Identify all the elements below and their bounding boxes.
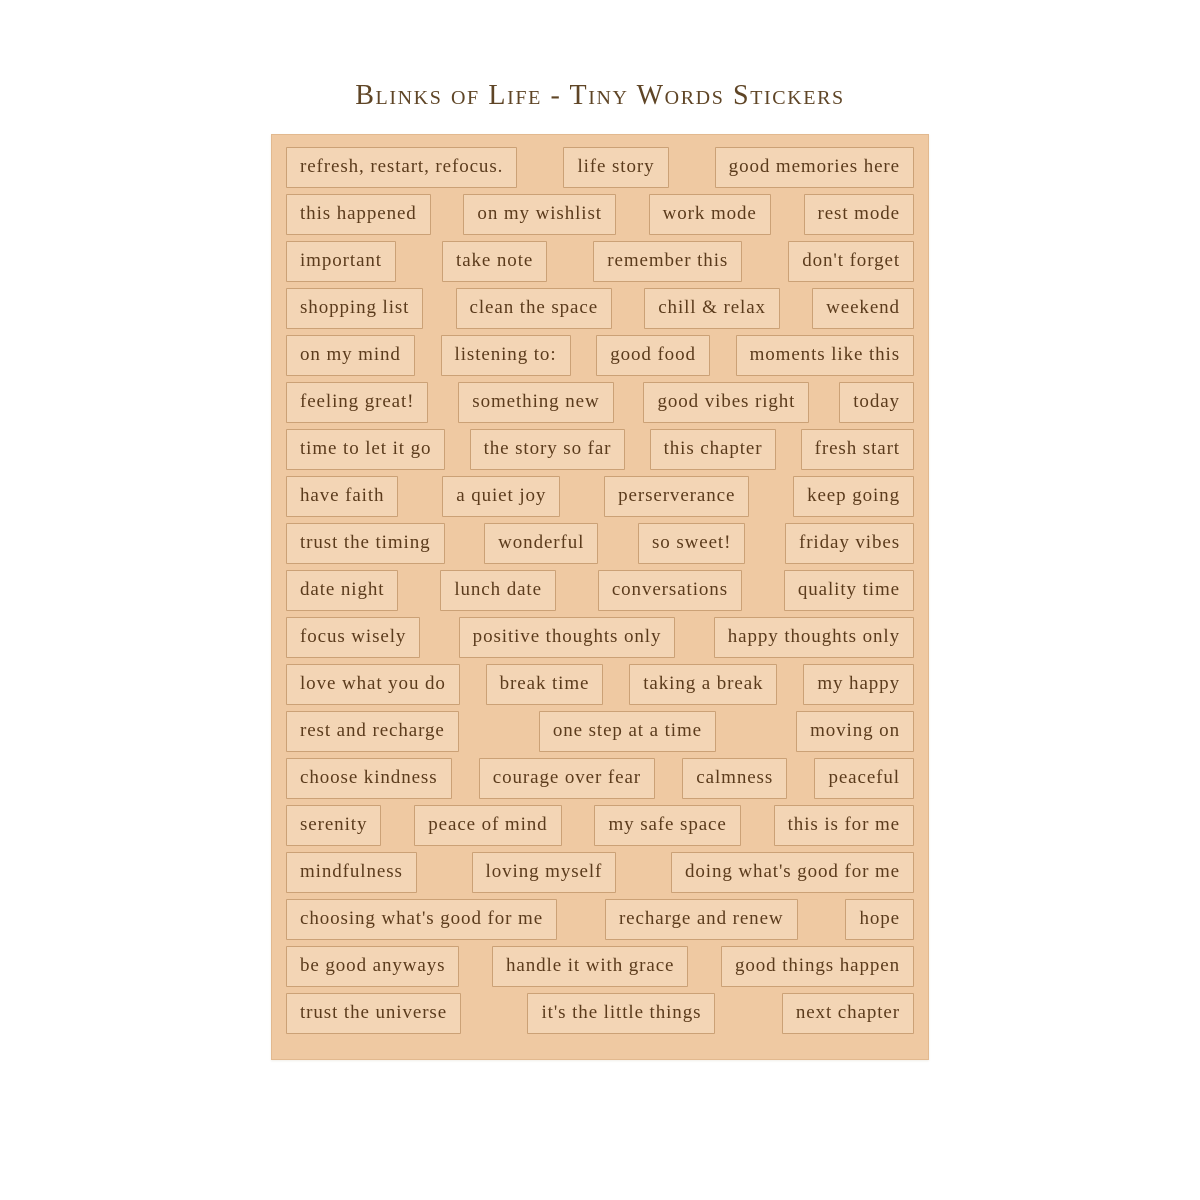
sticker[interactable]: doing what's good for me	[671, 852, 914, 893]
sticker[interactable]: good food	[596, 335, 710, 376]
sticker-sheet	[271, 134, 929, 1060]
sticker[interactable]: weekend	[812, 288, 914, 329]
sticker[interactable]: good things happen	[721, 946, 914, 987]
sticker[interactable]: calmness	[682, 758, 787, 799]
sticker[interactable]: shopping list	[286, 288, 423, 329]
sticker-row	[282, 993, 918, 1034]
sticker[interactable]: today	[839, 382, 914, 423]
sticker[interactable]: next chapter	[782, 993, 914, 1034]
sticker[interactable]: keep going	[793, 476, 914, 517]
sticker[interactable]: the story so far	[470, 429, 626, 470]
sticker[interactable]: fresh start	[801, 429, 914, 470]
sticker[interactable]: refresh, restart, refocus.	[286, 147, 517, 188]
sticker-row	[282, 852, 918, 893]
sticker[interactable]: rest and recharge	[286, 711, 459, 752]
sticker[interactable]: moving on	[796, 711, 914, 752]
sticker-row	[282, 194, 918, 235]
sticker-row	[282, 899, 918, 940]
sticker-row	[282, 335, 918, 376]
sticker[interactable]: perserverance	[604, 476, 749, 517]
sticker[interactable]: date night	[286, 570, 398, 611]
sticker-row	[282, 711, 918, 752]
sticker[interactable]: something new	[458, 382, 613, 423]
sticker[interactable]: moments like this	[736, 335, 914, 376]
sticker[interactable]: my safe space	[594, 805, 740, 846]
sticker-row	[282, 429, 918, 470]
sticker[interactable]: have faith	[286, 476, 398, 517]
sticker[interactable]: life story	[563, 147, 668, 188]
sticker[interactable]: this chapter	[650, 429, 777, 470]
sticker[interactable]: quality time	[784, 570, 914, 611]
sticker[interactable]: lunch date	[440, 570, 556, 611]
sticker-row	[282, 946, 918, 987]
sticker[interactable]: one step at a time	[539, 711, 716, 752]
sticker-rows	[282, 147, 918, 1034]
sticker[interactable]: focus wisely	[286, 617, 420, 658]
sticker[interactable]: conversations	[598, 570, 742, 611]
sticker[interactable]: good memories here	[715, 147, 914, 188]
sticker[interactable]: so sweet!	[638, 523, 745, 564]
sticker[interactable]: peaceful	[814, 758, 914, 799]
sticker[interactable]: rest mode	[804, 194, 915, 235]
sticker-row	[282, 617, 918, 658]
sticker[interactable]: this happened	[286, 194, 431, 235]
sticker[interactable]: listening to:	[441, 335, 571, 376]
sticker[interactable]: feeling great!	[286, 382, 428, 423]
sticker[interactable]: trust the universe	[286, 993, 461, 1034]
sticker[interactable]: break time	[486, 664, 604, 705]
sticker[interactable]: happy thoughts only	[714, 617, 914, 658]
sticker[interactable]: serenity	[286, 805, 381, 846]
sticker[interactable]: mindfulness	[286, 852, 417, 893]
sticker-row	[282, 147, 918, 188]
sticker[interactable]: work mode	[649, 194, 771, 235]
sticker-row	[282, 805, 918, 846]
sticker[interactable]: friday vibes	[785, 523, 914, 564]
sticker[interactable]: choosing what's good for me	[286, 899, 557, 940]
sticker[interactable]: recharge and renew	[605, 899, 798, 940]
sticker[interactable]: chill & relax	[644, 288, 780, 329]
page-title: Blinks of Life - Tiny Words Stickers	[355, 80, 845, 111]
sticker[interactable]: be good anyways	[286, 946, 459, 987]
sticker[interactable]: love what you do	[286, 664, 460, 705]
sticker[interactable]: this is for me	[774, 805, 914, 846]
sticker[interactable]: clean the space	[456, 288, 612, 329]
sticker-row	[282, 288, 918, 329]
sticker[interactable]: handle it with grace	[492, 946, 688, 987]
sticker[interactable]: good vibes right	[643, 382, 809, 423]
sticker[interactable]: on my wishlist	[463, 194, 616, 235]
sticker-row	[282, 523, 918, 564]
sticker-row	[282, 570, 918, 611]
sticker[interactable]: take note	[442, 241, 547, 282]
sticker[interactable]: important	[286, 241, 396, 282]
sticker[interactable]: choose kindness	[286, 758, 452, 799]
sticker[interactable]: a quiet joy	[442, 476, 560, 517]
sticker[interactable]: positive thoughts only	[459, 617, 676, 658]
sticker-row	[282, 241, 918, 282]
sticker[interactable]: trust the timing	[286, 523, 445, 564]
sticker[interactable]: peace of mind	[414, 805, 561, 846]
sticker[interactable]: hope	[845, 899, 914, 940]
sticker-row	[282, 758, 918, 799]
sticker[interactable]: taking a break	[629, 664, 777, 705]
sticker[interactable]: remember this	[593, 241, 742, 282]
sticker[interactable]: it's the little things	[527, 993, 715, 1034]
sticker[interactable]: wonderful	[484, 523, 598, 564]
sticker[interactable]: time to let it go	[286, 429, 445, 470]
sticker[interactable]: loving myself	[472, 852, 617, 893]
sticker[interactable]: my happy	[803, 664, 914, 705]
sticker[interactable]: courage over fear	[479, 758, 655, 799]
sticker[interactable]: on my mind	[286, 335, 415, 376]
sticker-row	[282, 664, 918, 705]
sticker[interactable]: don't forget	[788, 241, 914, 282]
sticker-row	[282, 476, 918, 517]
sticker-row	[282, 382, 918, 423]
